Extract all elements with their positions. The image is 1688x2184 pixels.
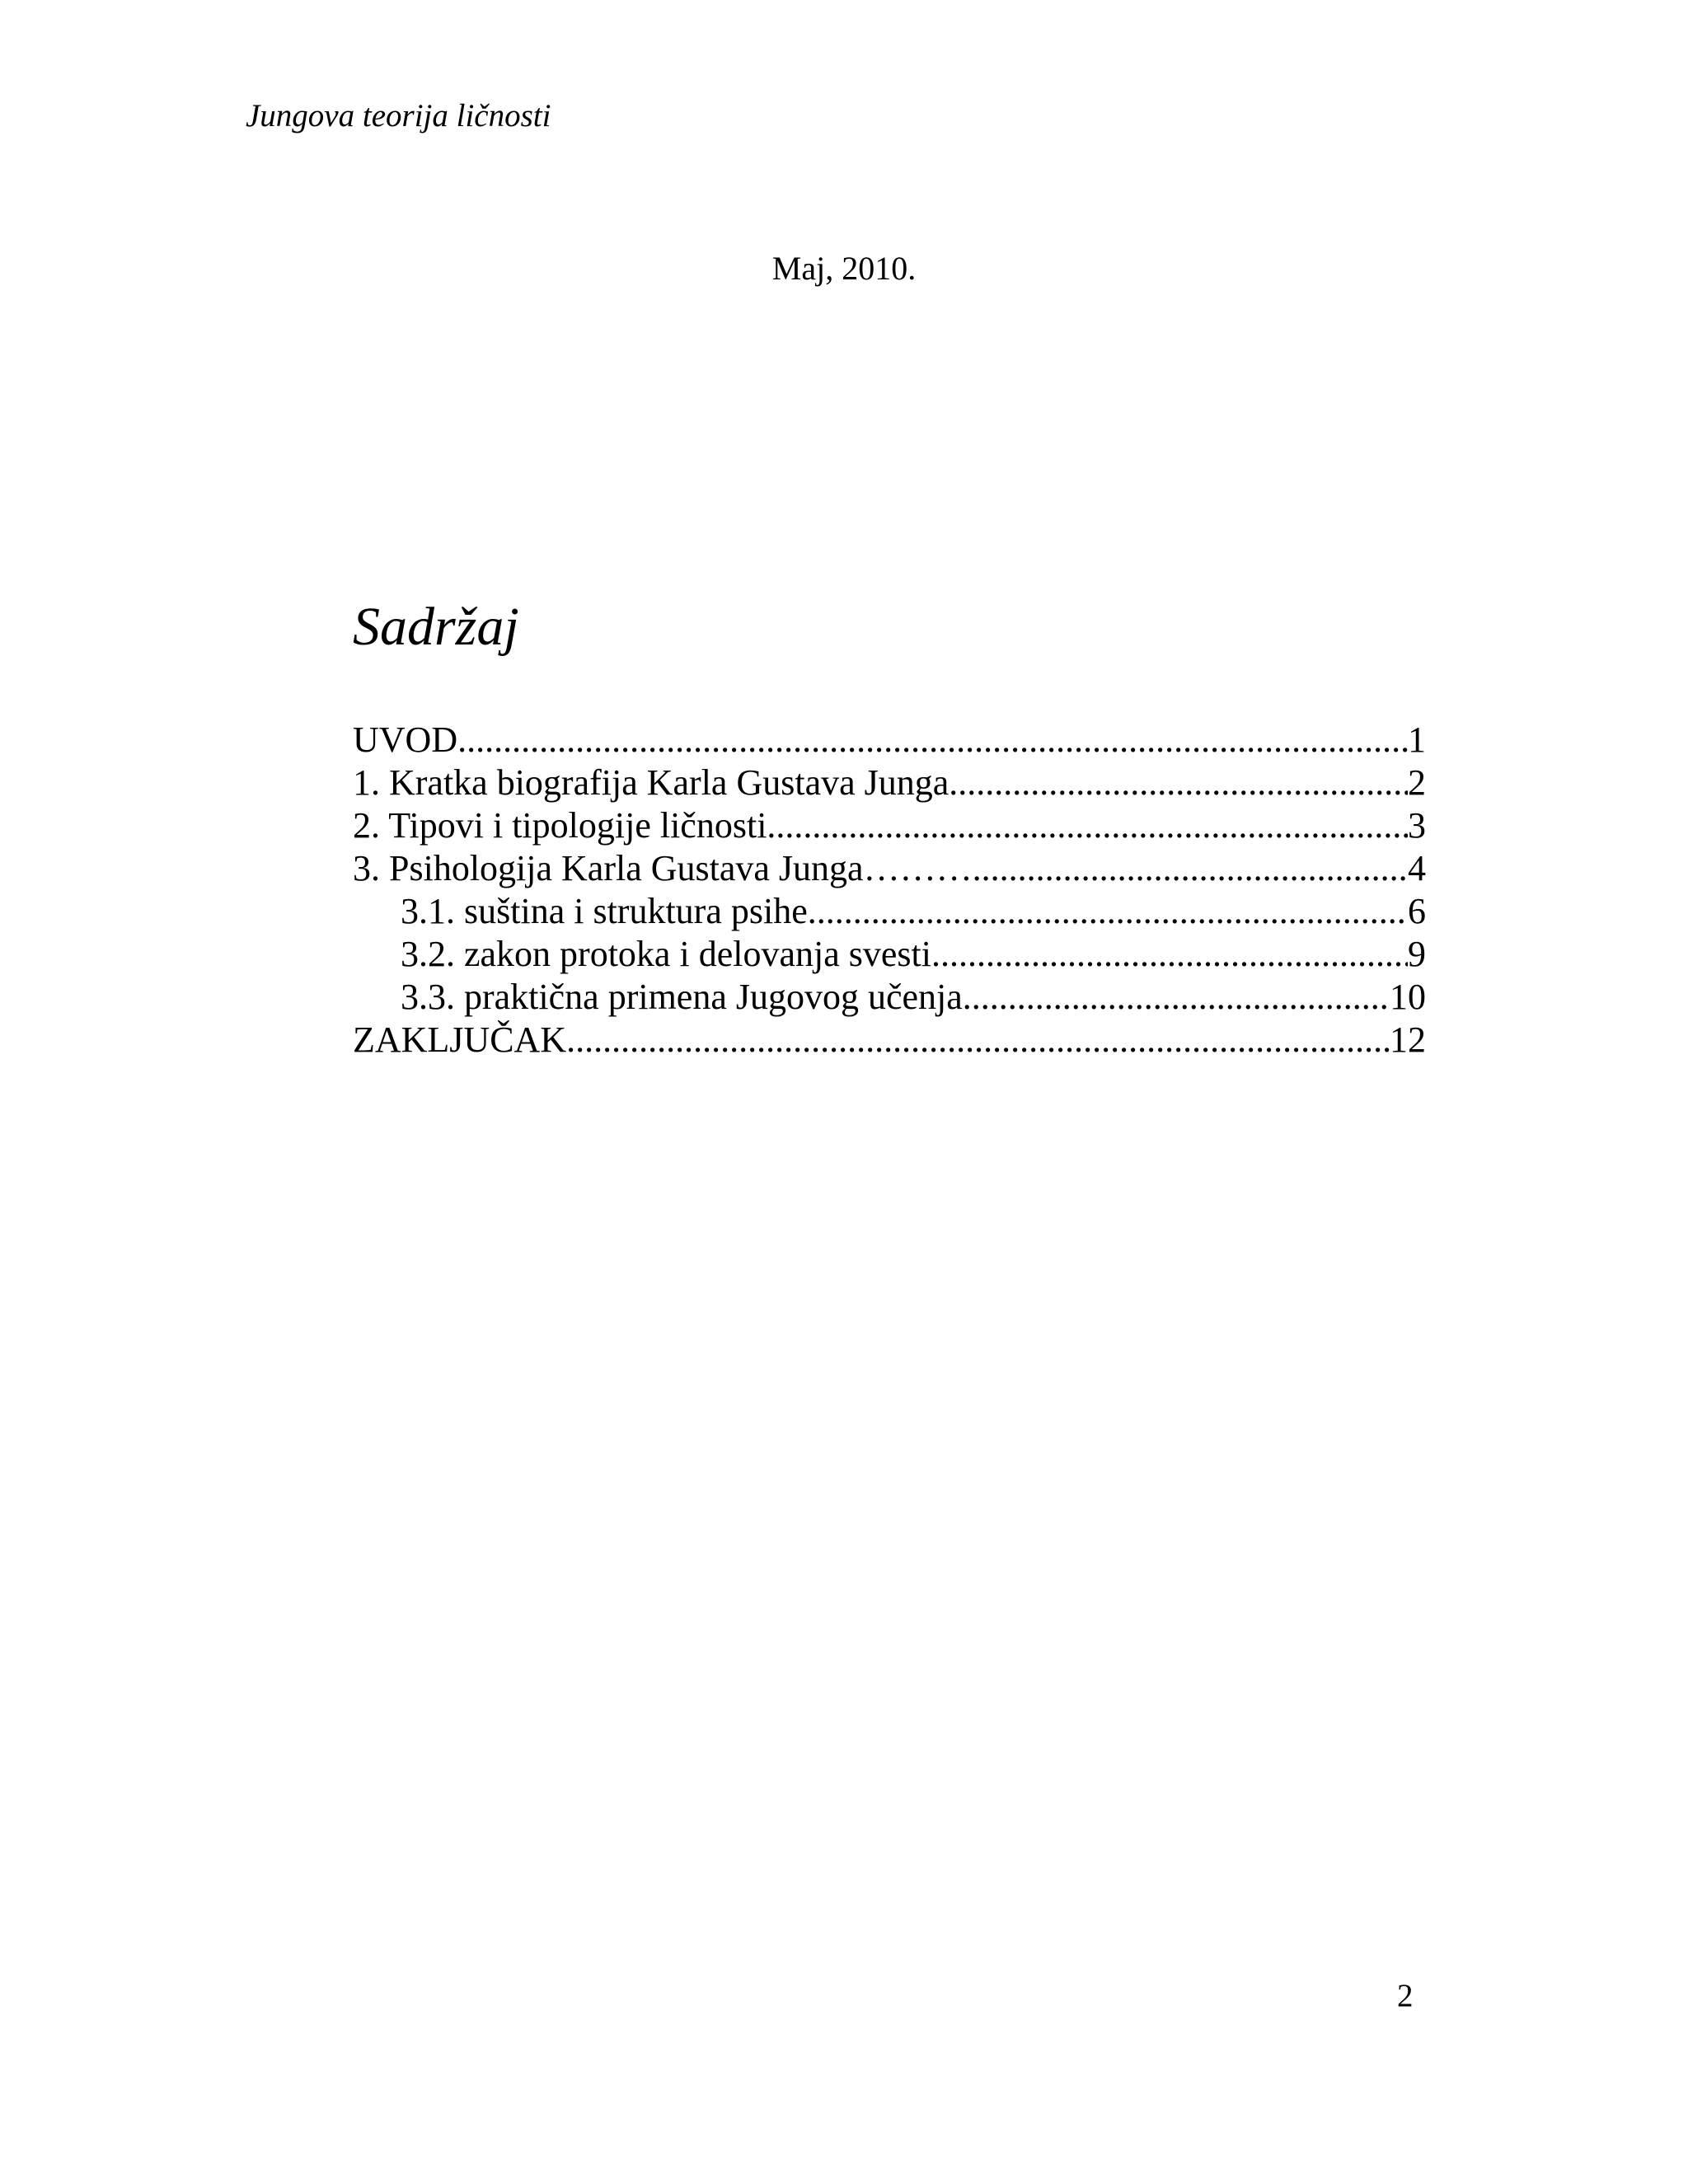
toc-entry-text: 3.3. praktična primena Jugovog učenja [401,977,963,1017]
toc-entry-page: 10 [1390,977,1426,1017]
toc-dot-leader [767,804,1408,847]
running-header: Jungova teorija ličnosti [246,98,551,134]
toc-entry-page: 12 [1390,1019,1426,1060]
toc-entry-page: 3 [1408,805,1426,846]
toc-entry-page: 6 [1408,891,1426,931]
toc-entry-text: 1. Kratka biografija Karla Gustava Junga [353,762,950,803]
toc-entry-page: 4 [1408,848,1426,888]
toc-subentry-primena[interactable] [353,976,1426,1019]
toc-dot-leader [566,1019,1390,1062]
toc-entry-page: 9 [1408,934,1426,974]
toc-dot-leader [973,847,1408,890]
toc-entry-uvod[interactable] [353,719,1426,762]
toc-dot-leader [457,719,1408,762]
toc-entry-tipovi[interactable] [353,804,1426,847]
table-of-contents [353,719,1426,1062]
toc-entry-text: ZAKLJUČAK [353,1019,567,1060]
toc-entry-psihologija[interactable] [353,847,1426,890]
page-number: 2 [1397,1978,1414,2013]
toc-entry-biografija[interactable] [353,762,1426,804]
toc-entry-page: 2 [1408,762,1426,803]
toc-entry-text: 3.1. suština i struktura psihe [401,891,808,931]
toc-dot-leader [949,762,1408,804]
toc-entry-text: 3.2. zakon protoka i delovanja svesti [401,934,931,974]
toc-entry-text: 3. Psihologija Karla Gustava Junga……… [353,848,973,888]
toc-entry-page: 1 [1408,719,1426,760]
toc-entry-zakljucak[interactable] [353,1019,1426,1062]
toc-entry-text: 2. Tipovi i tipologije ličnosti [353,805,767,846]
toc-dot-leader [963,976,1390,1019]
toc-subentry-sustina[interactable] [353,890,1426,933]
document-date: Maj, 2010. [771,250,917,287]
toc-subentry-zakon[interactable] [353,933,1426,976]
toc-dot-leader [808,890,1408,933]
toc-title: Sadržaj [353,597,519,657]
toc-entry-text: UVOD [353,719,458,760]
toc-dot-leader [931,933,1408,976]
